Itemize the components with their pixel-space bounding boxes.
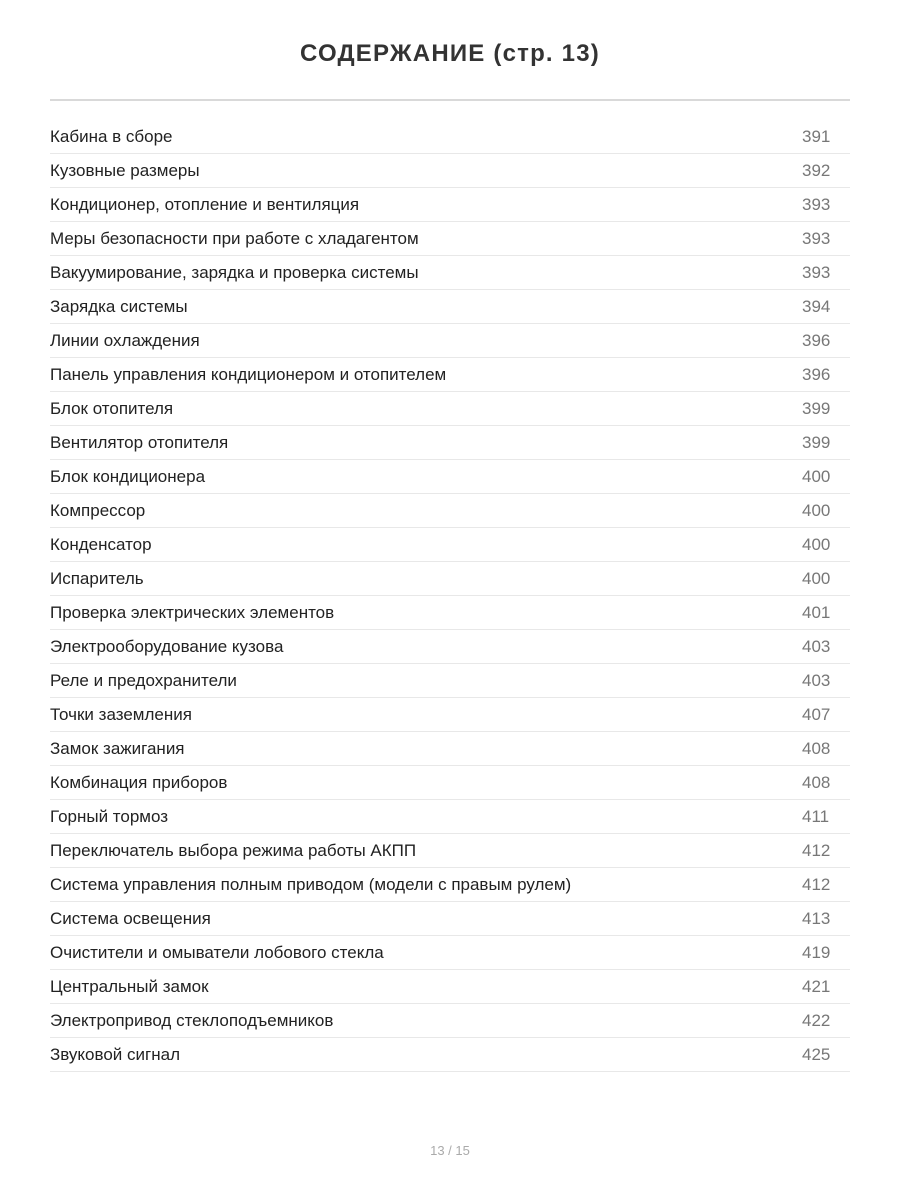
toc-entry-page-number: 422 — [802, 1011, 831, 1030]
toc-entry-page-number: 411 — [802, 807, 830, 826]
toc-entry-title: Замок зажигания — [50, 739, 185, 758]
toc-entry-page-number: 393 — [802, 263, 831, 282]
toc-entry[interactable] — [50, 902, 850, 936]
toc-entry-title: Звуковой сигнал — [50, 1045, 180, 1064]
toc-entry-page-number: 421 — [802, 977, 831, 996]
toc-entry[interactable] — [50, 154, 850, 188]
toc-entry-page-number: 393 — [802, 195, 831, 214]
toc-entry[interactable] — [50, 324, 850, 358]
toc-entry[interactable] — [50, 868, 850, 902]
toc-entry-page-number: 393 — [802, 229, 831, 248]
toc-entry[interactable] — [50, 120, 850, 154]
toc-entry-title: Вентилятор отопителя — [50, 433, 229, 452]
toc-entry[interactable] — [50, 290, 850, 324]
toc-entry[interactable] — [50, 460, 850, 494]
toc-entry[interactable] — [50, 1038, 850, 1072]
toc-entry-page-number: 408 — [802, 739, 831, 758]
toc-entry-page-number: 412 — [802, 841, 831, 860]
toc-entry-page-number: 407 — [802, 705, 831, 724]
toc-entry-title: Кондиционер, отопление и вентиляция — [50, 195, 360, 214]
toc-entry[interactable] — [50, 630, 850, 664]
toc-entry-title: Электропривод стеклоподъемников — [50, 1011, 334, 1030]
toc-entry-page-number: 396 — [802, 365, 831, 384]
toc-entry[interactable] — [50, 1004, 850, 1038]
document-page — [50, 0, 850, 1200]
toc-entry-page-number: 399 — [802, 433, 831, 452]
toc-entry-title: Комбинация приборов — [50, 773, 228, 792]
toc-entry-title: Точки заземления — [50, 705, 192, 724]
toc-entry-title: Горный тормоз — [50, 807, 169, 826]
toc-entry-page-number: 401 — [802, 603, 831, 622]
toc-entry-title: Кабина в сборе — [50, 127, 173, 146]
toc-entry-title: Центральный замок — [50, 977, 209, 996]
toc-entry-page-number: 396 — [802, 331, 831, 350]
toc-entry-page-number: 400 — [802, 535, 831, 554]
toc-entry-title: Линии охлаждения — [50, 331, 200, 350]
toc-entry[interactable] — [50, 664, 850, 698]
toc-entry-page-number: 392 — [802, 161, 831, 180]
toc-entry-page-number: 394 — [802, 297, 831, 316]
toc-entry-title: Кузовные размеры — [50, 161, 200, 180]
toc-entry-title: Испаритель — [50, 569, 144, 588]
toc-entry-title: Меры безопасности при работе с хладагентом — [50, 229, 419, 248]
toc-entry-page-number: 400 — [802, 569, 831, 588]
toc-entry[interactable] — [50, 188, 850, 222]
toc-entry-page-number: 400 — [802, 501, 831, 520]
toc-entry-page-number: 419 — [802, 943, 831, 962]
toc-entry-title: Конденсатор — [50, 535, 152, 554]
toc-entry[interactable] — [50, 766, 850, 800]
toc-entry[interactable] — [50, 970, 850, 1004]
toc-entry-page-number: 413 — [802, 909, 831, 928]
toc-entry[interactable] — [50, 392, 850, 426]
toc-entry[interactable] — [50, 494, 850, 528]
toc-entry-title: Панель управления кондиционером и отопителем — [50, 365, 447, 384]
toc-entry[interactable] — [50, 732, 850, 766]
toc-entry[interactable] — [50, 834, 850, 868]
toc-entry-page-number: 412 — [802, 875, 831, 894]
toc-entry-page-number: 403 — [802, 671, 831, 690]
toc-entry-title: Проверка электрических элементов — [50, 603, 335, 622]
page-indicator: 13 / 15 — [430, 1143, 470, 1158]
toc-entry[interactable] — [50, 562, 850, 596]
toc-entry-title: Компрессор — [50, 501, 146, 520]
toc-entry-page-number: 425 — [802, 1045, 831, 1064]
toc-entry-page-number: 399 — [802, 399, 831, 418]
toc-entry[interactable] — [50, 222, 850, 256]
toc-entry[interactable] — [50, 358, 850, 392]
toc-entry-title: Блок кондиционера — [50, 467, 206, 486]
toc-entry-page-number: 400 — [802, 467, 831, 486]
toc-entry-page-number: 403 — [802, 637, 831, 656]
toc-entry-title: Блок отопителя — [50, 399, 174, 418]
toc-entry[interactable] — [50, 426, 850, 460]
toc-entry[interactable] — [50, 698, 850, 732]
toc-entry[interactable] — [50, 528, 850, 562]
title-divider — [50, 99, 850, 101]
toc-entry-title: Реле и предохранители — [50, 671, 237, 690]
toc-entry-title: Электрооборудование кузова — [50, 637, 284, 656]
toc-entry[interactable] — [50, 596, 850, 630]
table-of-contents — [50, 120, 850, 1072]
toc-entry-title: Вакуумирование, зарядка и проверка системы — [50, 263, 419, 282]
toc-entry[interactable] — [50, 800, 850, 834]
toc-entry-title: Система освещения — [50, 909, 211, 928]
toc-entry-page-number: 391 — [802, 127, 831, 146]
toc-entry-title: Очистители и омыватели лобового стекла — [50, 943, 384, 962]
page-title: СОДЕРЖАНИЕ (стр. 13) — [300, 40, 600, 67]
toc-entry-title: Зарядка системы — [50, 297, 188, 316]
toc-entry-title: Система управления полным приводом (модели с правым рулем) — [50, 875, 572, 894]
toc-entry-title: Переключатель выбора режима работы АКПП — [50, 841, 417, 860]
toc-entry[interactable] — [50, 936, 850, 970]
toc-entry-page-number: 408 — [802, 773, 831, 792]
toc-entry[interactable] — [50, 256, 850, 290]
